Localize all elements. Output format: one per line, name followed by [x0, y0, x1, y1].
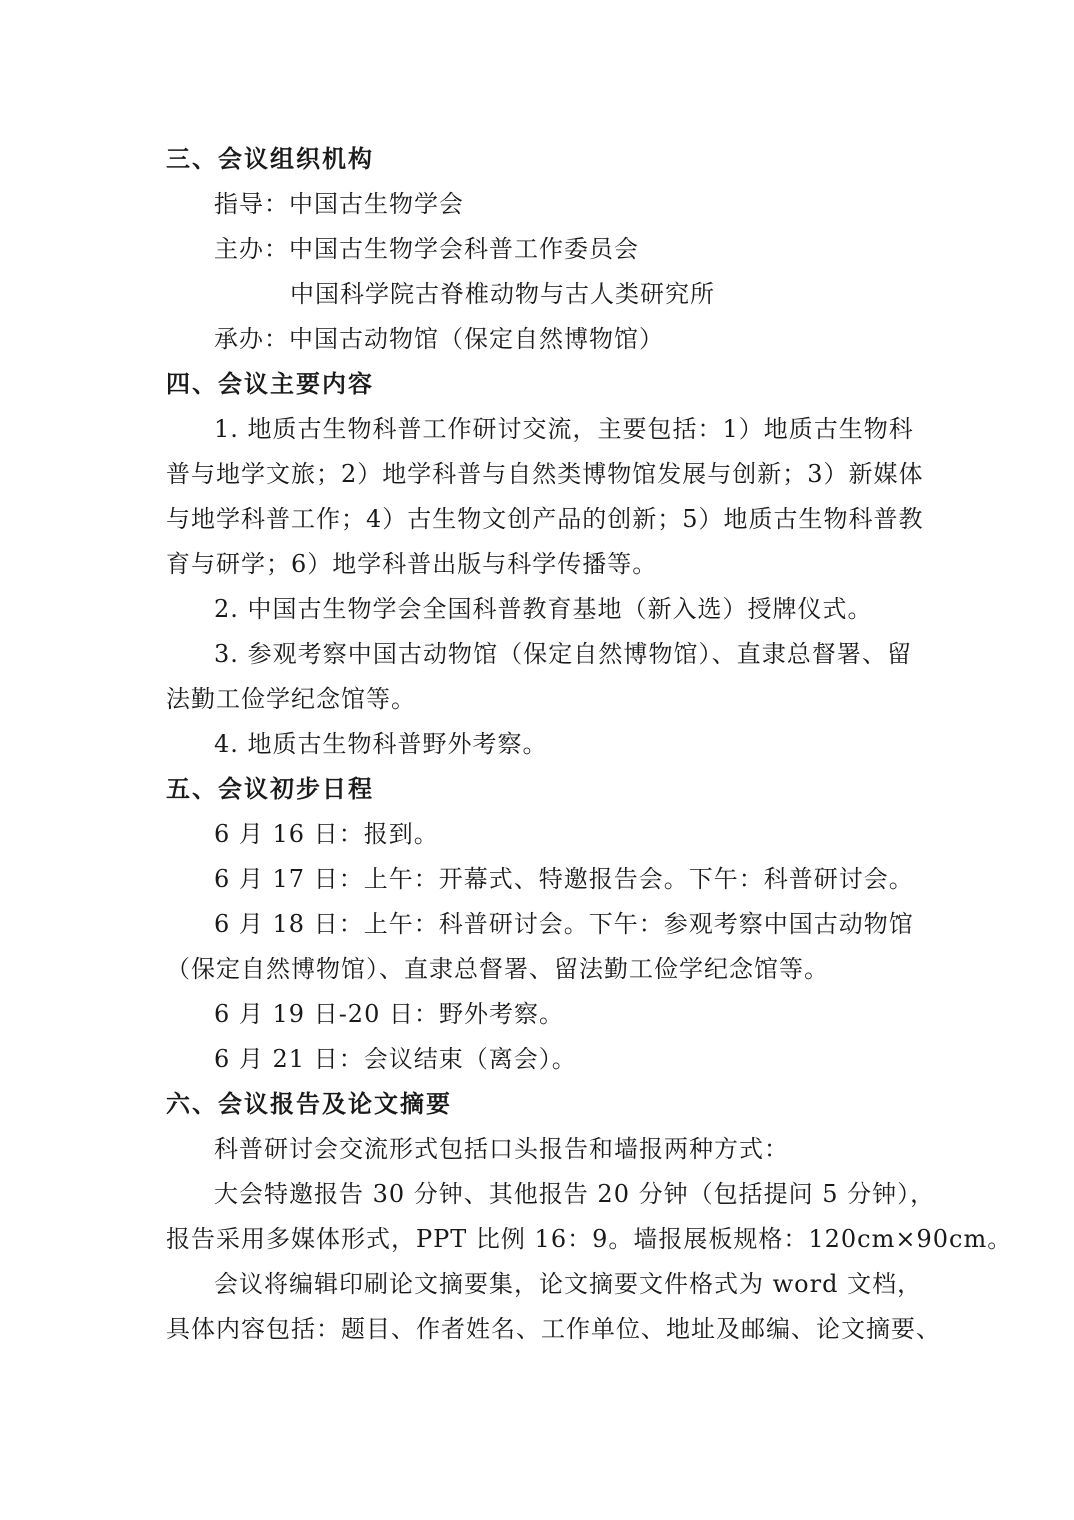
host-line: 主办：中国古生物学会科普工作委员会	[214, 235, 639, 263]
abstract-paragraph-line-1: 会议将编辑印刷论文摘要集，论文摘要文件格式为 word 文档，	[214, 1270, 923, 1298]
schedule-day-17: 6 月 17 日：上午：开幕式、特邀报告会。下午：科普研讨会。	[214, 865, 914, 893]
section-4-heading: 四、会议主要内容	[166, 370, 374, 398]
organizer-line: 承办：中国古动物馆（保定自然博物馆）	[214, 325, 664, 353]
content-item-3-line-2: 法勤工俭学纪念馆等。	[166, 685, 416, 713]
content-item-1-line-4: 育与研学；6）地学科普出版与科学传播等。	[166, 550, 658, 578]
report-format-paragraph: 科普研讨会交流形式包括口头报告和墙报两种方式：	[214, 1135, 789, 1163]
host-line-2: 中国科学院古脊椎动物与古人类研究所	[290, 280, 715, 308]
content-item-4: 4. 地质古生物科普野外考察。	[214, 730, 548, 758]
guide-line: 指导：中国古生物学会	[214, 190, 464, 218]
schedule-day-19: 6 月 19 日-20 日：野外考察。	[214, 1000, 564, 1028]
abstract-paragraph-line-2: 具体内容包括：题目、作者姓名、工作单位、地址及邮编、论文摘要、	[166, 1315, 941, 1343]
content-item-3-line-1: 3. 参观考察中国古动物馆（保定自然博物馆）、直隶总督署、留	[214, 640, 912, 668]
section-3-heading: 三、会议组织机构	[166, 145, 374, 173]
content-item-1-line-2: 普与地学文旅；2）地学科普与自然类博物馆发展与创新；3）新媒体	[166, 460, 924, 488]
content-item-1-line-1: 1. 地质古生物科普工作研讨交流，主要包括：1）地质古生物科	[214, 415, 914, 443]
schedule-day-18-line-2: （保定自然博物馆）、直隶总督署、留法勤工俭学纪念馆等。	[166, 955, 829, 983]
section-5-heading: 五、会议初步日程	[166, 775, 374, 803]
report-duration-line-1: 大会特邀报告 30 分钟、其他报告 20 分钟（包括提问 5 分钟），	[214, 1180, 936, 1208]
content-item-2: 2. 中国古生物学会全国科普教育基地（新入选）授牌仪式。	[214, 595, 873, 623]
section-6-heading: 六、会议报告及论文摘要	[166, 1090, 452, 1118]
content-item-1-line-3: 与地学科普工作；4）古生物文创产品的创新；5）地质古生物科普教	[166, 505, 924, 533]
report-duration-line-2: 报告采用多媒体形式，PPT 比例 16：9。墙报展板规格：120cm×90cm。	[166, 1225, 1013, 1253]
schedule-day-21: 6 月 21 日：会议结束（离会）。	[214, 1045, 577, 1073]
schedule-day-18-line-1: 6 月 18 日：上午：科普研讨会。下午：参观考察中国古动物馆	[214, 910, 914, 938]
schedule-day-16: 6 月 16 日：报到。	[214, 820, 439, 848]
